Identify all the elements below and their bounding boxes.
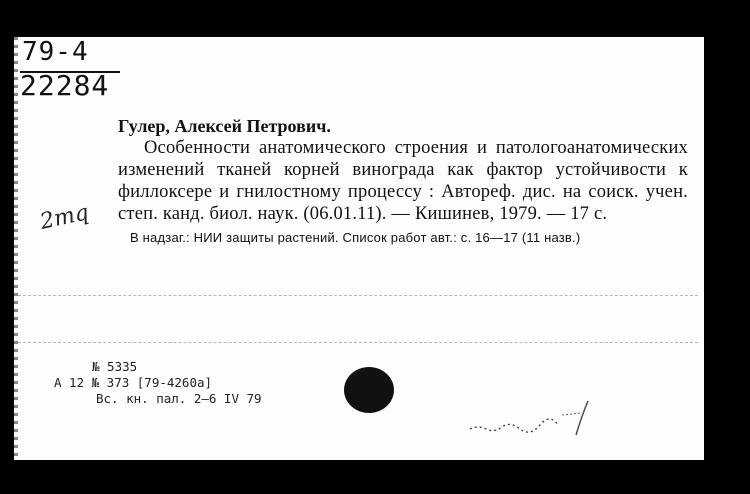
entry-note: В надзаг.: НИИ защиты растений. Список работ авт.: с. 16—17 (11 назв.) (130, 230, 581, 245)
library-number: № 5335 (92, 359, 138, 374)
catalog-card (14, 37, 704, 460)
bibliographic-entry (118, 115, 688, 247)
ruled-line (18, 342, 698, 343)
library-shelf-mark: A 12 № 373 [79-4260a] (54, 375, 213, 390)
call-number-bottom: 22284 (20, 69, 110, 102)
handwritten-margin-note: 2тq (37, 200, 92, 235)
library-chamber-record: Вс. кн. пал. 2—6 IV 79 (96, 391, 262, 406)
ruled-line (18, 295, 698, 296)
punched-edge (14, 37, 18, 460)
entry-description: Особенности анатомического строения и патологоанатомических изменений тканей корней винограда как фактор устойчивости к филлоксере и гнилостному процессу : Автореф. дис. на соиск. учен. степ. канд. биол. наук. (06.01.11). — Кишинев, 1979. — 17 с. (118, 138, 688, 224)
round-stamp (344, 367, 394, 413)
call-number-top: 79-4 (22, 37, 89, 67)
library-stamp-text (54, 359, 262, 407)
handwritten-scribble (466, 395, 596, 445)
author-heading: Гулер, Алексей Петрович. (118, 116, 331, 136)
